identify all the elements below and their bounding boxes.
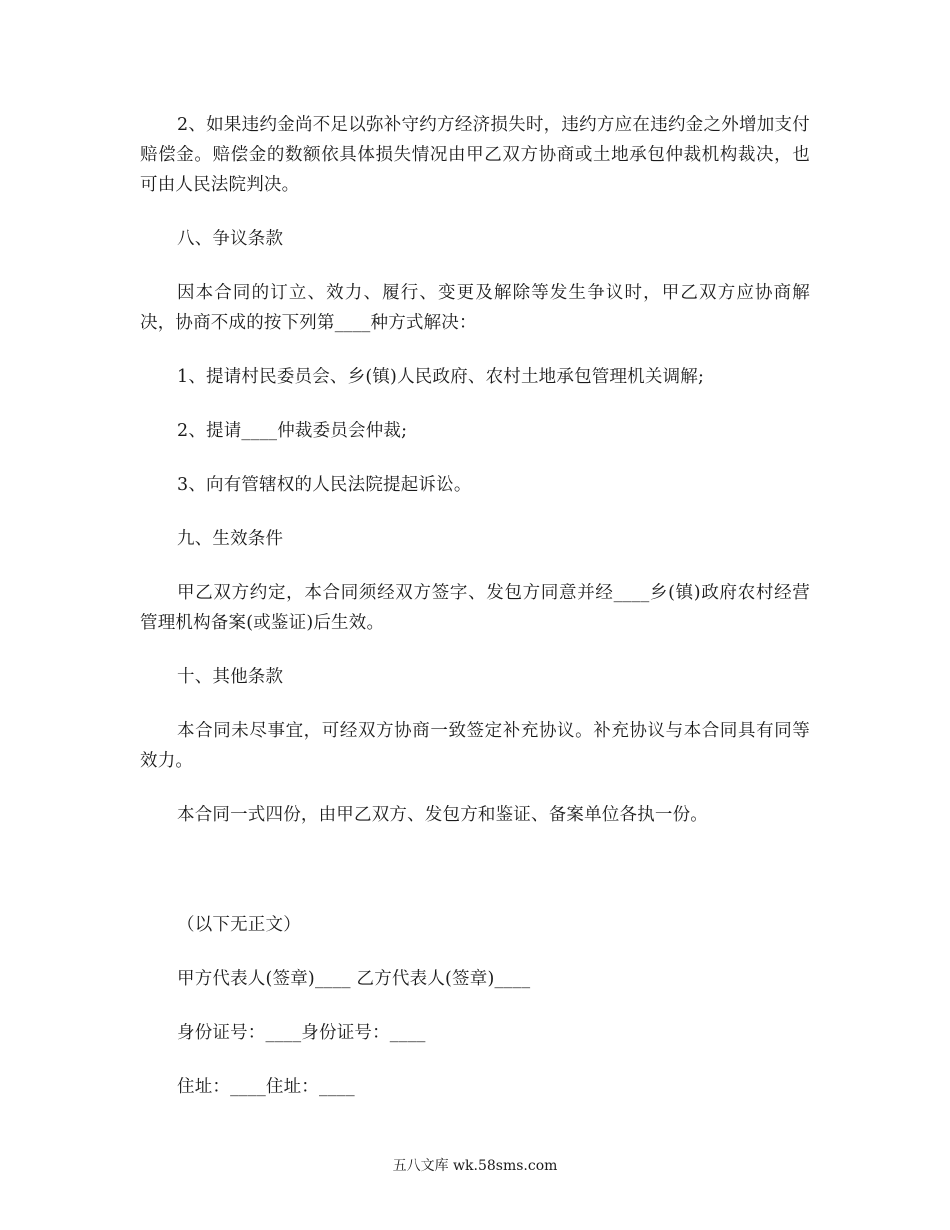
- paragraph-signatures: 甲方代表人(签章)____ 乙方代表人(签章)____: [177, 969, 531, 989]
- paragraph-effective-terms: 甲乙双方约定，本合同须经双方签字、发包方同意并经____乡(镇)政府农村经营管理机构备案(或鉴证)后生效。: [140, 583, 810, 633]
- page-footer: 五八文库 wk.58sms.com: [392, 1158, 558, 1174]
- heading-other-clauses: 十、其他条款: [177, 667, 284, 687]
- heading-dispute-clause: 八、争议条款: [177, 229, 284, 249]
- paragraph-dispute-resolution: 因本合同的订立、效力、履行、变更及解除等发生争议时，甲乙双方应协商解决，协商不成的按下列第____种方式解决：: [140, 283, 810, 333]
- paragraph-supplementary-agreement: 本合同未尽事宜，可经双方协商一致签定补充协议。补充协议与本合同具有同等效力。: [140, 721, 810, 771]
- paragraph-option-litigation: 3、向有管辖权的人民法院提起诉讼。: [177, 475, 472, 495]
- paragraph-option-mediation: 1、提请村民委员会、乡(镇)人民政府、农村土地承包管理机关调解;: [177, 367, 705, 387]
- document-body: [140, 110, 810, 1102]
- heading-effective-conditions: 九、生效条件: [177, 529, 284, 549]
- paragraph-addresses: 住址：____住址：____: [177, 1077, 355, 1097]
- paragraph-option-arbitration: 2、提请____仲裁委员会仲裁;: [177, 421, 408, 441]
- paragraph-compensation: 2、如果违约金尚不足以弥补守约方经济损失时，违约方应在违约金之外增加支付赔偿金。赔偿金的数额依具体损失情况由甲乙双方协商或土地承包仲裁机构裁决，也可由人民法院判决。: [140, 115, 810, 195]
- paragraph-id-numbers: 身份证号：____身份证号：____: [177, 1023, 426, 1043]
- paragraph-no-further-text: （以下无正文）: [177, 915, 301, 935]
- paragraph-copies: 本合同一式四份，由甲乙双方、发包方和鉴证、备案单位各执一份。: [177, 805, 708, 825]
